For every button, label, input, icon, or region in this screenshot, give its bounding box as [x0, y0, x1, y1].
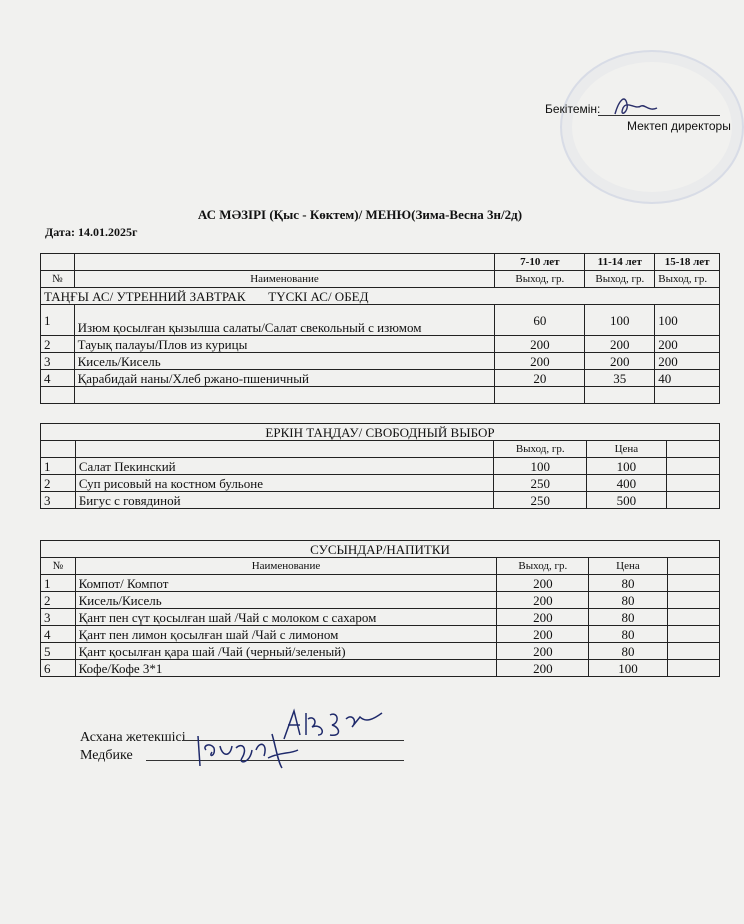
- age-group-2: 11-14 лет: [585, 254, 655, 271]
- col-yield-2: Выход, гр.: [585, 271, 655, 288]
- approve-label: Бекітемін:: [545, 102, 601, 116]
- canteen-head-label: Асхана жетекшісі: [80, 730, 186, 745]
- column-header-row: [41, 558, 720, 575]
- col-yield-1: Выход, гр.: [495, 271, 585, 288]
- col-yield: Выход, гр.: [494, 441, 587, 458]
- section-title-row: [41, 541, 720, 558]
- menu-date: Дата: 14.01.2025г: [45, 225, 138, 239]
- director-label: Мектеп директоры: [627, 119, 731, 133]
- table-row: 4 Қарабидай наны/Хлеб ржано-пшеничный 20 35 40: [41, 370, 720, 387]
- table-row: 3 Кисель/Кисель 200 200 200: [41, 353, 720, 370]
- col-name: Наименование: [74, 271, 495, 288]
- nurse-label: Медбике: [80, 748, 133, 763]
- table-row: 4 Қант пен лимон қосылған шай /Чай с лимоном 200 80: [41, 626, 720, 643]
- table-row: 1 Салат Пекинский 100 100: [41, 458, 720, 475]
- table-row: 2 Кисель/Кисель 200 80: [41, 592, 720, 609]
- free-choice-title: ЕРКІН ТАҢДАУ/ СВОБОДНЫЙ ВЫБОР: [41, 424, 720, 441]
- table-row: 3 Қант пен сүт қосылған шай /Чай с молоком с сахаром 200 80: [41, 609, 720, 626]
- menu-title: АС МӘЗІРІ (Қыс - Көктем)/ МЕНЮ(Зима-Весна 3н/2д): [197, 207, 523, 222]
- col-num: №: [41, 558, 76, 575]
- column-header-row: [41, 441, 720, 458]
- table-row: 3 Бигус с говядиной 250 500: [41, 492, 720, 509]
- col-price: Цена: [589, 558, 667, 575]
- main-menu-table: [40, 253, 720, 404]
- section-title-row: [41, 424, 720, 441]
- table-row-empty: [41, 387, 720, 404]
- age-header-row: [41, 254, 720, 271]
- table-row: 1 Изюм қосылған қызылша салаты/Салат свекольный с изюмом 60 100 100: [41, 305, 720, 336]
- drinks-table: [40, 540, 720, 677]
- table-row: 2 Тауық палауы/Плов из курицы 200 200 200: [41, 336, 720, 353]
- age-group-3: 15-18 лет: [655, 254, 720, 271]
- table-row: 2 Суп рисовый на костном бульоне 250 400: [41, 475, 720, 492]
- director-signature: [605, 90, 665, 122]
- table-row: 6 Кофе/Кофе 3*1 200 100: [41, 660, 720, 677]
- col-yield: Выход, гр.: [497, 558, 589, 575]
- col-yield-3: Выход, гр.: [655, 271, 720, 288]
- column-header-row: [41, 271, 720, 288]
- meal-section-label: ТАҢҒЫ АС/ УТРЕННИЙ ЗАВТРАК ТҮСКІ АС/ ОБЕД: [41, 288, 720, 305]
- nurse-signature: [192, 728, 302, 770]
- table-row: 1 Компот/ Компот 200 80: [41, 575, 720, 592]
- col-price: Цена: [587, 441, 666, 458]
- drinks-title: СУСЫНДАР/НАПИТКИ: [41, 541, 720, 558]
- col-num: №: [41, 271, 75, 288]
- col-name: Наименование: [75, 558, 497, 575]
- age-group-1: 7-10 лет: [495, 254, 585, 271]
- table-row: 5 Қант қосылған қара шай /Чай (черный/зеленый) 200 80: [41, 643, 720, 660]
- free-choice-table: [40, 423, 720, 509]
- section-row: [41, 288, 720, 305]
